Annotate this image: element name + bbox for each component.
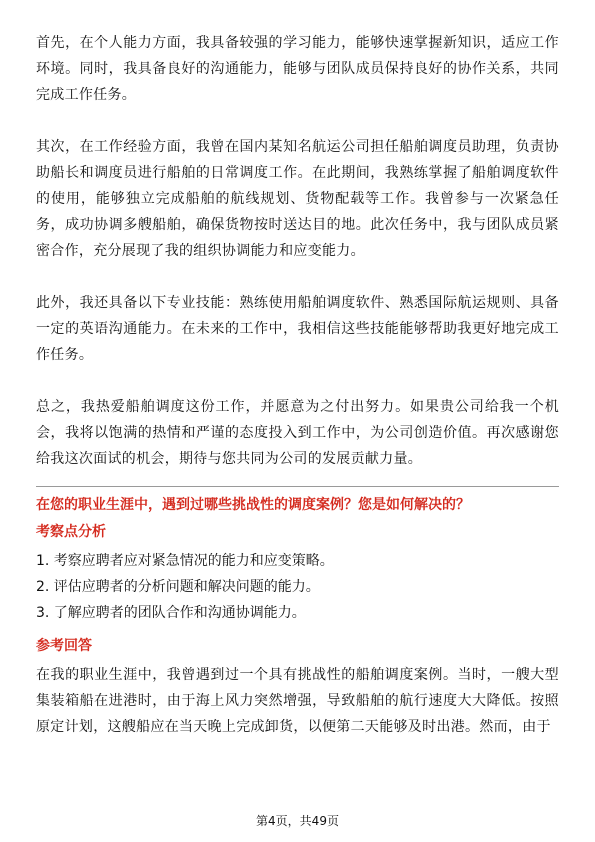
document-page bbox=[36, 30, 559, 740]
analysis-list bbox=[36, 548, 559, 626]
paragraph-personal-ability: 首先，在个人能力方面，我具备较强的学习能力，能够快速掌握新知识，适应工作环境。同时，我具备良好的沟通能力，能够与团队成员保持良好的协作关系，共同完成工作任务。 bbox=[36, 35, 559, 103]
list-item: 2. 评估应聘者的分析问题和解决问题的能力。 bbox=[36, 579, 320, 595]
reference-answer-heading: 参考回答 bbox=[36, 638, 92, 654]
analysis-heading: 考察点分析 bbox=[36, 524, 106, 540]
list-item: 3. 了解应聘者的团队合作和沟通协调能力。 bbox=[36, 605, 306, 621]
page-number: 第4页，共49页 bbox=[256, 814, 339, 828]
list-item: 1. 考察应聘者应对紧急情况的能力和应变策略。 bbox=[36, 553, 334, 569]
reference-answer-text: 在我的职业生涯中，我曾遇到过一个具有挑战性的船舶调度案例。当时，一艘大型集装箱船在进港时，由于海上风力突然增强，导致船舶的航行速度大大降低。按照原定计划，这艘船应在当天晚上完成卸货，以便第二天能够及时出港。然而，由于 bbox=[36, 667, 559, 735]
paragraph-skills: 此外，我还具备以下专业技能：熟练使用船舶调度软件、熟悉国际航运规则、具备一定的英语沟通能力。在未来的工作中，我相信这些技能能够帮助我更好地完成工作任务。 bbox=[36, 295, 559, 363]
paragraph-conclusion: 总之，我热爱船舶调度这份工作，并愿意为之付出努力。如果贵公司给我一个机会，我将以饱满的热情和严谨的态度投入到工作中，为公司创造价值。再次感谢您给我这次面试的机会，期待与您共同为公司的发展贡献力量。 bbox=[36, 399, 559, 467]
paragraph-work-experience: 其次，在工作经验方面，我曾在国内某知名航运公司担任船舶调度员助理，负责协助船长和调度员进行船舶的日常调度工作。在此期间，我熟练掌握了船舶调度软件的使用，能够独立完成船舶的航线规划、货物配载等工作。我曾参与一次紧急任务，成功协调多艘船舶，确保货物按时送达目的地。此次任务中，我与团队成员紧密合作，充分展现了我的组织协调能力和应变能力。 bbox=[36, 139, 559, 259]
interview-question: 在您的职业生涯中，遇到过哪些挑战性的调度案例？您是如何解决的？ bbox=[36, 497, 470, 513]
section-divider bbox=[36, 486, 559, 487]
